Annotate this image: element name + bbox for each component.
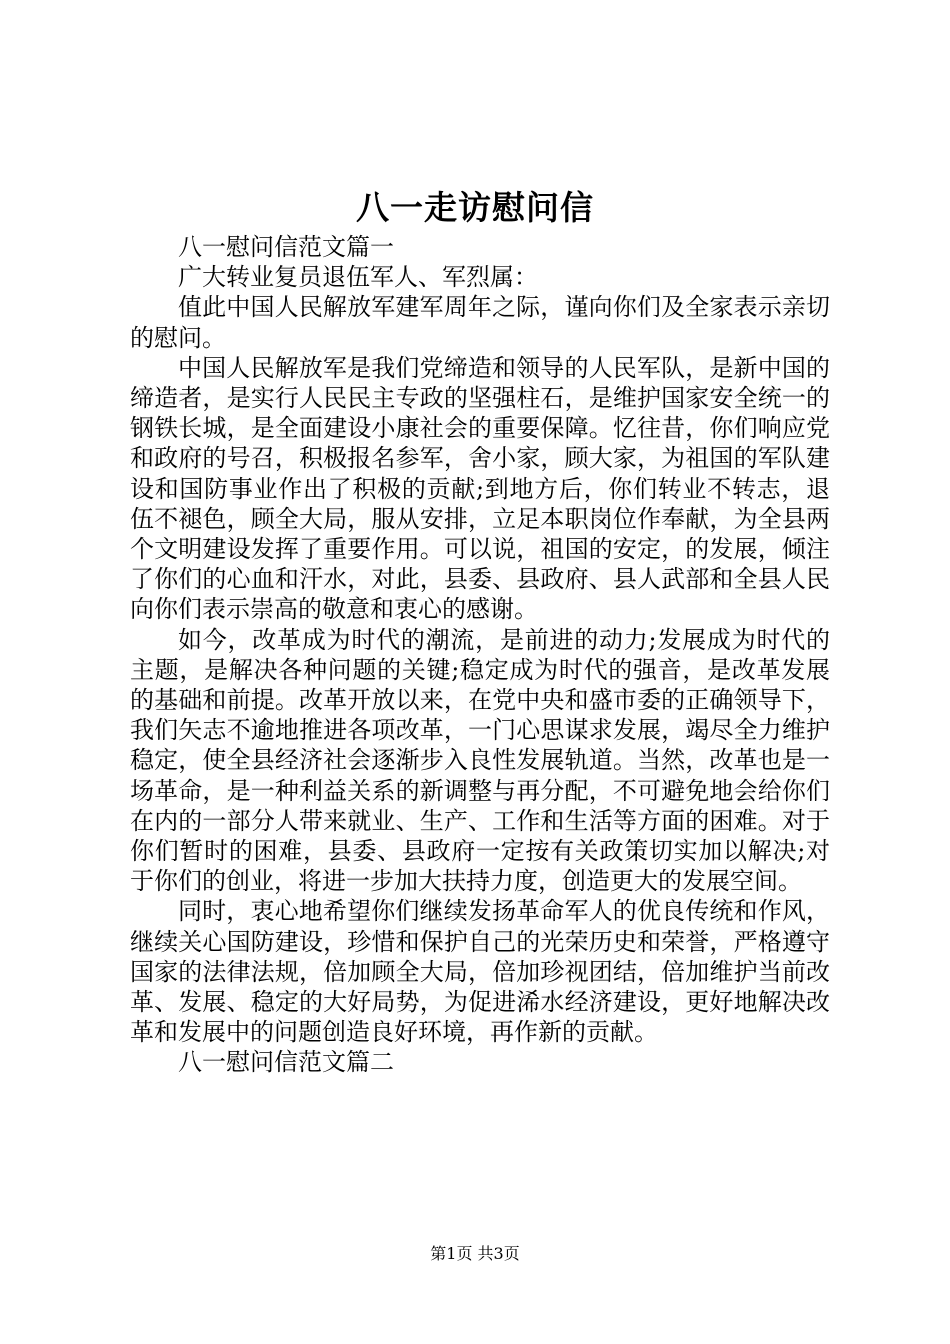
paragraph: 值此中国人民解放军建军周年之际，谨向你们及全家表示亲切的慰问。 [130, 293, 830, 352]
document-title: 八一走访慰问信 [356, 188, 594, 227]
paragraph: 同时，衷心地希望你们继续发扬革命军人的优良传统和作风，继续关心国防建设，珍惜和保护自己的光荣历史和荣誉，严格遵守国家的法律法规，倍加顾全大局，倍加珍视团结，倍加维护当前改革、发展、稳定的大好局势，为促进浠水经济建设，更好地解决改革和发展中的问题创造良好环境，再作新的贡献。 [130, 897, 830, 1047]
paragraph: 如今，改革成为时代的潮流，是前进的动力;发展成为时代的主题，是解决各种问题的关键;稳定成为时代的强音，是改革发展的基础和前提。改革开放以来，在党中央和盛市委的正确领导下，我们矢志不逾地推进各项改革，一门心思谋求发展，竭尽全力维护稳定，使全县经济社会逐渐步入良性发展轨道。当然，改革也是一场革命，是一种利益关系的新调整与再分配，不可避免地会给你们在内的一部分人带来就业、生产、工作和生活等方面的困难。对于你们暂时的困难，县委、县政府一定按有关政策切实加以解决;对于你们的创业，将进一步加大扶持力度，创造更大的发展空间。 [130, 625, 830, 896]
document-body [130, 232, 830, 1078]
page-number: 第1页 共3页 [430, 1244, 520, 1263]
section-heading: 八一慰问信范文篇二 [178, 1048, 394, 1077]
salutation: 广大转业复员退伍军人、军烈属： [178, 263, 538, 292]
paragraph: 中国人民解放军是我们党缔造和领导的人民军队，是新中国的缔造者，是实行人民民主专政的坚强柱石，是维护国家安全统一的钢铁长城，是全面建设小康社会的重要保障。忆往昔，你们响应党和政府的号召，积极报名参军，舍小家，顾大家，为祖国的军队建设和国防事业作出了积极的贡献;到地方后，你们转业不转志，退伍不褪色，顾全大局，服从安排，立足本职岗位作奉献，为全县两个文明建设发挥了重要作用。可以说，祖国的安定，的发展，倾注了你们的心血和汗水，对此，县委、县政府、县人武部和全县人民向你们表示崇高的敬意和衷心的感谢。 [130, 353, 830, 624]
section-heading: 八一慰问信范文篇一 [178, 233, 394, 261]
